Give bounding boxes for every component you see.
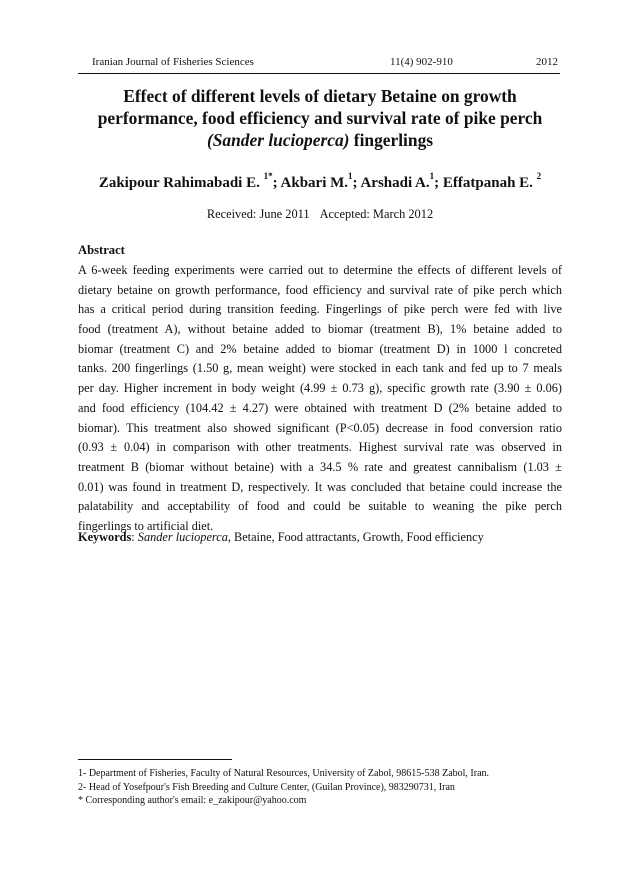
title-line-3-rest: fingerlings — [349, 130, 434, 150]
abstract-line: palatability and acceptability of food and could be suitable to weaning the pike perch — [78, 499, 562, 514]
keywords-label: Keywords — [78, 530, 132, 544]
author-4: Effatpanah E. $^2$ — [442, 171, 542, 191]
paper-title — [70, 85, 570, 151]
accepted-date: Accepted: March 2012 — [319, 207, 434, 221]
abstract-line: A 6-week feeding experiments were carried out to determine the effects of different levels of — [78, 263, 562, 277]
abstract-heading: Abstract — [78, 243, 125, 257]
footnotes — [78, 767, 489, 808]
journal-name: Iranian Journal of Fisheries Sciences — [92, 56, 254, 68]
keywords-species: Sander lucioperca — [137, 530, 228, 544]
abstract-line: food (treatment A), without betaine added to biomar (treatment B), 1% betaine added to — [78, 322, 562, 337]
abstract-line: has a critical period during transition feeding. Fingerlings of pike perch were fed with live — [78, 302, 562, 317]
keywords-list: , Betaine, Food attractants, Growth, Food efficiency — [227, 530, 484, 544]
keywords: Keywords: Sander lucioperca, Betaine, Food attractants, Growth, Food efficiency — [78, 530, 484, 544]
abstract-line: fingerlings to artificial diet. — [78, 518, 214, 533]
abstract-line: (0.93 ± 0.04) in comparison with other treatments. Highest survival rate was observed in — [78, 440, 562, 455]
abstract-line: tanks. 200 fingerlings (1.50 g, mean weight) were stocked in each tank and fed up to 7 meals — [78, 361, 562, 376]
title-line-1: Effect of different levels of dietary Betaine on growth — [123, 86, 517, 106]
footnote-corresponding-author: * Corresponding author's email: e_zakipour@yahoo.com — [78, 795, 307, 806]
received-date: Received: June 2011 — [206, 207, 310, 221]
journal-year: 2012 — [536, 56, 558, 68]
title-line-3 — [70, 129, 570, 151]
abstract-line: biomar (treatment C) and 2% betaine added to biomar (treatment D) in 1000 l concreted — [78, 341, 562, 356]
journal-issue: 11(4) 902-910 — [390, 56, 453, 68]
abstract-line: dietary betaine on growth performance, food efficiency and survival rate of pike perch which — [78, 282, 562, 297]
abstract-line: and food efficiency (104.42 ± 4.27) were obtained with treatment D (2% betaine added to — [78, 400, 562, 415]
footnote-divider — [78, 759, 232, 760]
abstract-body — [78, 261, 562, 537]
abstract-line: per day. Higher increment in body weight (4.99 ± 0.73 g), specific growth rate (3.90 ± 0.06) — [78, 381, 562, 396]
abstract-line: biomar). This treatment also showed significant (P<0.05) decrease in food conversion ratio — [78, 420, 562, 435]
author-2: Akbari M.$^1$; — [280, 171, 361, 191]
footnote-affiliation-2: 2- Head of Yosefpour's Fish Breeding and Culture Center, (Guilan Province), 983290731, Iran — [78, 781, 455, 793]
footnote-affiliation-1: 1- Department of Fisheries, Faculty of Natural Resources, University of Zabol, 98615-538 Zabol, Iran. — [78, 768, 490, 779]
title-line-2: performance, food efficiency and survival rate of pike perch — [97, 108, 543, 128]
abstract-line: treatment B (biomar without betaine) with a 34.5 % rate and greatest cannibalism (1.03 ± — [78, 459, 562, 474]
publication-dates — [70, 207, 570, 222]
author-3: Arshadi A.$^1$; — [360, 171, 443, 191]
author-1: Zakipour Rahimabadi E. $^{1*}$; — [98, 171, 281, 191]
title-species: (Sander lucioperca) — [206, 130, 350, 150]
abstract-line: 0.01) was found in treatment D, respectively. It was concluded that betaine could increase the — [78, 479, 562, 494]
author-list — [70, 173, 570, 192]
running-header — [78, 53, 560, 74]
